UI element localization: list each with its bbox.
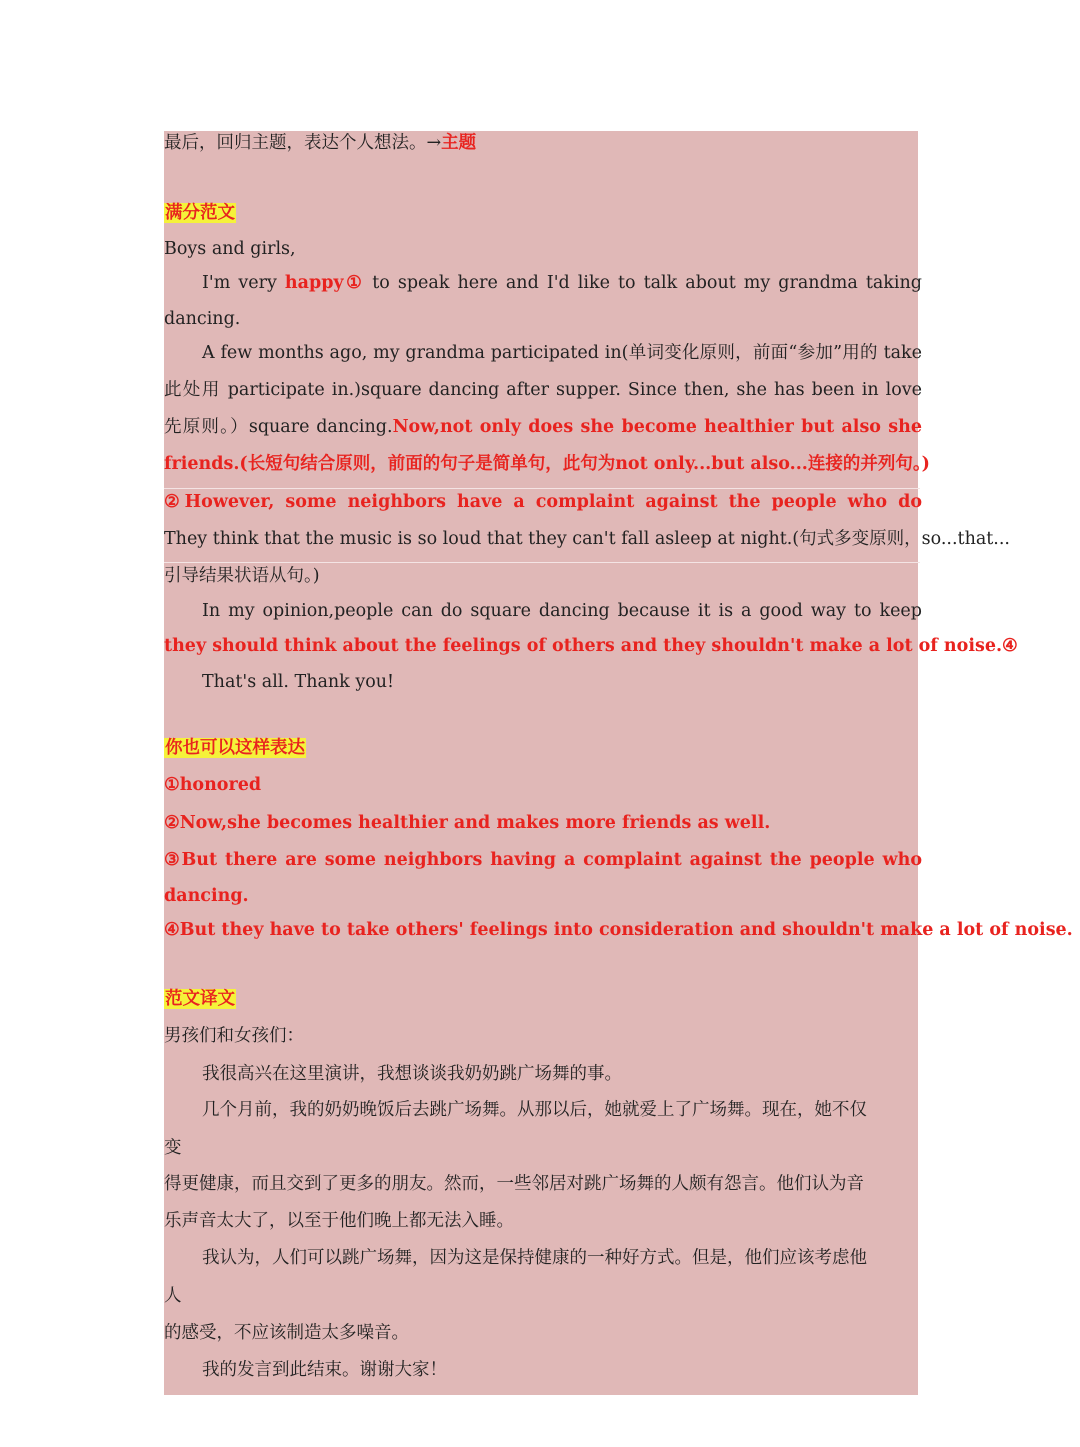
section-heading-essay <box>164 201 922 225</box>
heading-translation: 范文译文 <box>165 989 235 1009</box>
essay-p2-line4: friends.(长短句结合原则，前面的句子是简单句，此句为not only...but also...连接的并列句。) <box>164 454 930 474</box>
translation-line: 人 <box>164 1286 182 1306</box>
divider <box>164 562 920 563</box>
essay-p2-line3 <box>164 415 922 439</box>
essay-p2-line2: 此处用 participate in.)square dancing after supper. Since then, she has been in love <box>164 380 922 400</box>
essay-p2-line1: A few months ago, my grandma participated in(单词变化原则，前面“参加”用的 take <box>202 343 922 363</box>
translation-line: 我认为，人们可以跳广场舞，因为这是保持健康的一种好方式。但是，他们应该考虑他 <box>202 1248 867 1268</box>
translation-line: 我的发言到此结束。谢谢大家！ <box>202 1360 447 1380</box>
essay-p2-line5: ②However, some neighbors have a complaint against the people who do <box>164 492 922 512</box>
divider <box>164 488 920 489</box>
translation-line: 乐声音太大了，以至于他们晚上都无法入睡。 <box>164 1211 514 1231</box>
topic-label: 主题 <box>441 133 477 153</box>
section-heading-alt <box>164 736 922 760</box>
alt-item: ②Now,she becomes healthier and makes more friends as well. <box>164 813 771 833</box>
alt-item: ④But they have to take others' feelings into consideration and shouldn't make a lot of noise. <box>164 920 1073 940</box>
essay-p1-line2: dancing. <box>164 309 241 329</box>
essay-p2-line7: 引导结果状语从句。) <box>164 566 320 586</box>
essay-p1-line1 <box>164 271 922 295</box>
translation-line: 我很高兴在这里演讲，我想谈谈我奶奶跳广场舞的事。 <box>202 1064 622 1084</box>
essay-p3-line1 <box>164 599 922 623</box>
essay-p1-highlight: happy① <box>284 273 365 293</box>
essay-p1-text-a: I'm very <box>202 273 285 293</box>
essay-p1-text-c: to speak here and I'd like to talk about my grandma taking <box>372 273 922 293</box>
section-heading-translation <box>164 987 922 1011</box>
essay-p2-line3-text: 先原则。）square dancing. <box>164 417 393 437</box>
intro-text: 最后，回归主题，表达个人想法。→ <box>164 133 442 153</box>
essay-greeting: Boys and girls, <box>164 239 296 259</box>
translation-line: 变 <box>164 1138 182 1158</box>
essay-closing: That's all. Thank you! <box>202 672 395 692</box>
intro-line <box>164 131 922 155</box>
essay-p3-text: In my opinion,people can do square dancing because it is a good way to keep <box>202 601 922 621</box>
alt-item: ①honored <box>164 775 262 795</box>
heading-essay: 满分范文 <box>165 203 235 223</box>
essay-p2-line3-red: Now,not only does she become healthier but also she <box>392 417 922 437</box>
alt-item: ③But there are some neighbors having a complaint against the people who <box>164 850 922 870</box>
translation-line: 几个月前，我的奶奶晚饭后去跳广场舞。从那以后，她就爱上了广场舞。现在，她不仅 <box>202 1100 867 1120</box>
alt-item: dancing. <box>164 886 249 906</box>
essay-p2-line6: They think that the music is so loud that they can't fall asleep at night.(句式多变原则，so...that... <box>164 529 1010 549</box>
translation-line: 得更健康，而且交到了更多的朋友。然而，一些邻居对跳广场舞的人颇有怨言。他们认为音 <box>164 1174 864 1194</box>
translation-line: 男孩们和女孩们： <box>164 1026 304 1046</box>
essay-p3-line2: they should think about the feelings of others and they shouldn't make a lot of noise.④ <box>164 636 1018 656</box>
heading-alt: 你也可以这样表达 <box>165 738 305 758</box>
translation-line: 的感受，不应该制造太多噪音。 <box>164 1323 409 1343</box>
